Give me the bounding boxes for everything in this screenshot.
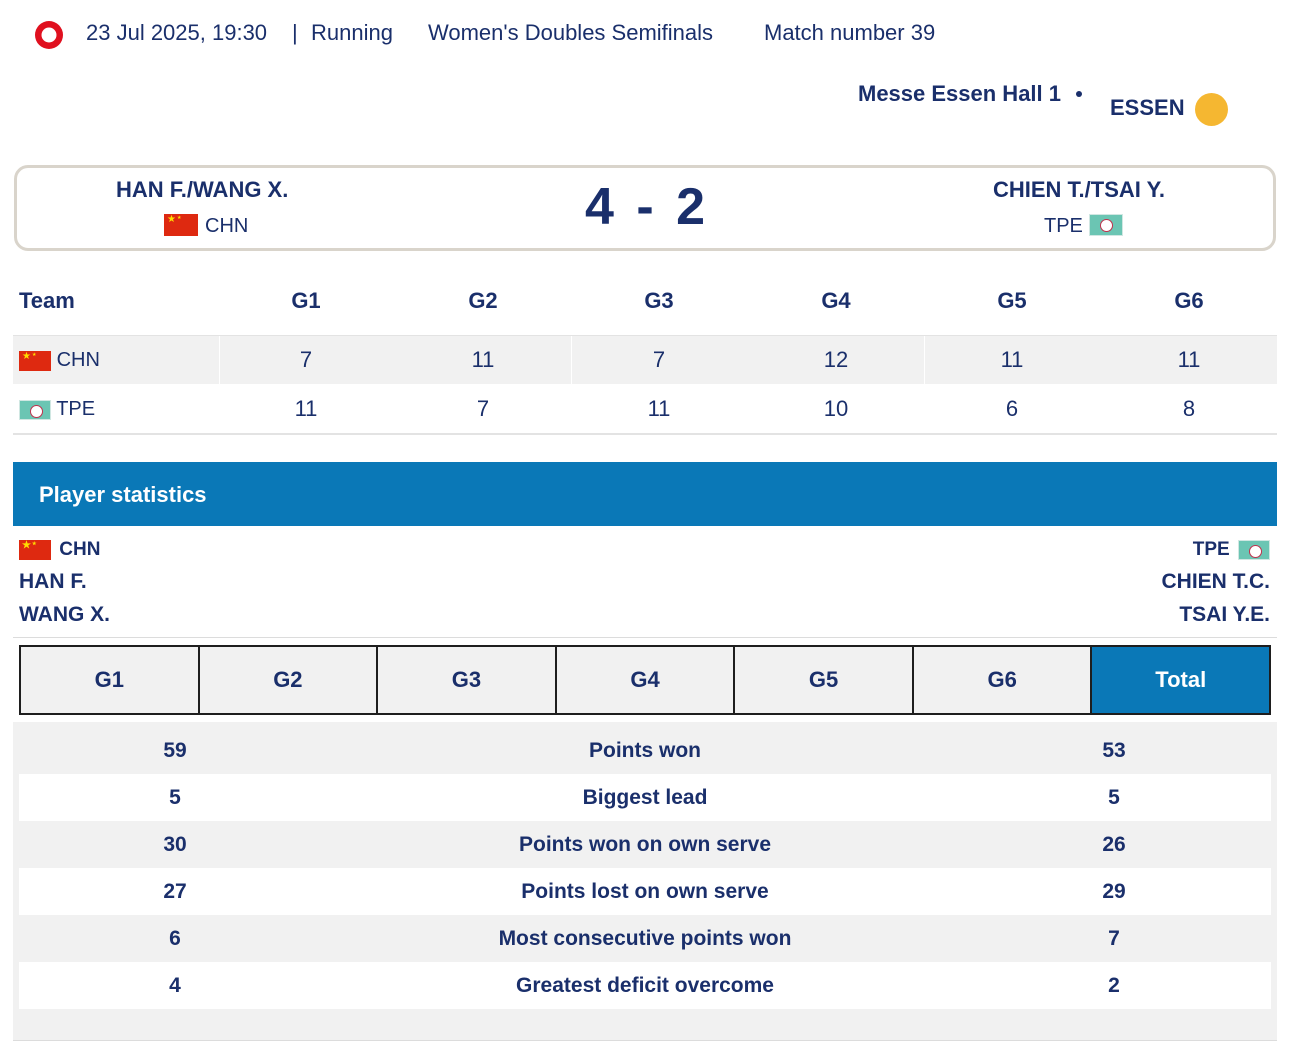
home-team-players[interactable]: HAN F./WANG X. <box>116 177 289 202</box>
stat-label: Most consecutive points won <box>498 927 792 950</box>
away-flag-icon <box>1089 214 1123 236</box>
home-player-1[interactable]: HAN F. <box>19 570 87 593</box>
section-title: Player statistics <box>39 482 207 507</box>
city-name: ESSEN <box>1110 95 1185 120</box>
stats-home-team: ★ ★ CHN <box>19 538 100 562</box>
tab-g1[interactable]: G1 <box>19 645 199 715</box>
table-row <box>19 868 1271 915</box>
tab-g2[interactable]: G2 <box>199 645 378 715</box>
score-cell: 7 <box>652 347 666 372</box>
tab-g3[interactable]: G3 <box>377 645 556 715</box>
divider <box>13 637 1277 638</box>
separator: | <box>292 20 298 45</box>
game-tabs <box>19 645 1271 715</box>
stat-label: Biggest lead <box>582 786 708 809</box>
stat-label: Points lost on own serve <box>521 880 769 903</box>
score-cell: 11 <box>1177 347 1201 372</box>
home-flag-icon <box>164 214 198 236</box>
venue-name: Messe Essen Hall 1 <box>858 81 1062 106</box>
score-cell: 11 <box>1000 347 1024 372</box>
away-stat: 5 <box>1108 786 1120 809</box>
away-stat: 26 <box>1102 833 1126 856</box>
column-g5: G5 <box>997 288 1027 313</box>
stat-label: Greatest deficit overcome <box>516 974 774 997</box>
column-g6: G6 <box>1174 288 1204 313</box>
tab-g6[interactable]: G6 <box>913 645 1092 715</box>
tpe-flag-icon <box>1238 540 1270 560</box>
home-stat: 6 <box>169 927 181 950</box>
home-country: CHN <box>205 215 249 237</box>
table-row <box>19 915 1271 962</box>
score-cell: 12 <box>823 347 849 372</box>
away-country: TPE <box>1044 215 1083 237</box>
table-row <box>19 774 1271 821</box>
event-name: Women's Doubles Semifinals <box>428 20 714 45</box>
live-indicator-icon <box>33 19 65 51</box>
player-statistics-header <box>13 462 1277 526</box>
away-stat: 53 <box>1102 739 1126 762</box>
column-g1: G1 <box>291 288 321 313</box>
match-info-bar <box>0 0 1290 70</box>
column-g4: G4 <box>821 288 851 313</box>
home-stat: 59 <box>163 739 187 762</box>
row-team-chn: ★ ★ CHN <box>19 346 100 374</box>
stats-table <box>13 722 1277 1041</box>
chn-flag-icon <box>19 351 51 371</box>
home-stat: 27 <box>163 880 187 903</box>
table-row <box>19 962 1271 1009</box>
tab-total[interactable]: Total <box>1091 645 1271 715</box>
table-row <box>13 385 1277 435</box>
home-stat: 30 <box>163 833 187 856</box>
table-row <box>19 727 1271 774</box>
table-row <box>13 336 1277 384</box>
score-cell: 8 <box>1182 396 1196 421</box>
score-cell: 6 <box>1005 396 1019 421</box>
away-score: 2 <box>676 178 706 236</box>
score-cell: 11 <box>471 347 495 372</box>
away-stat: 7 <box>1108 927 1120 950</box>
row-team-tpe: TPE <box>19 395 95 423</box>
away-player-2[interactable]: TSAI Y.E. <box>1179 603 1270 626</box>
column-g3: G3 <box>644 288 674 313</box>
column-team: Team <box>19 288 75 313</box>
away-stat: 2 <box>1108 974 1120 997</box>
match-datetime: 23 Jul 2025, 19:30 <box>86 20 268 45</box>
score-cell: 11 <box>647 396 671 421</box>
stat-label: Points won on own serve <box>518 833 772 856</box>
score-cell: 7 <box>476 396 490 421</box>
away-player-1[interactable]: CHIEN T.C. <box>1161 570 1270 593</box>
table-row <box>19 821 1271 868</box>
match-status: Running <box>311 20 393 45</box>
score-cell: 7 <box>299 347 313 372</box>
score-cell: 10 <box>823 396 849 421</box>
chn-flag-icon <box>19 540 51 560</box>
tab-g5[interactable]: G5 <box>734 645 913 715</box>
away-team-players[interactable]: CHIEN T./TSAI Y. <box>993 177 1165 202</box>
tab-g4[interactable]: G4 <box>556 645 735 715</box>
home-score: 4 <box>584 178 614 236</box>
tpe-flag-icon <box>19 400 51 420</box>
match-number: Match number 39 <box>764 20 936 45</box>
home-player-2[interactable]: WANG X. <box>19 603 111 626</box>
home-stat: 4 <box>169 974 181 997</box>
venue-separator-dot <box>1076 91 1082 97</box>
score-separator: - <box>636 178 654 236</box>
city-marker-icon <box>1195 93 1228 126</box>
score-cell: 11 <box>294 396 318 421</box>
match-score <box>572 176 718 238</box>
column-g2: G2 <box>468 288 498 313</box>
games-table-header <box>13 267 1277 337</box>
stat-label: Points won <box>589 739 701 762</box>
home-stat: 5 <box>169 786 181 809</box>
away-stat: 29 <box>1102 880 1126 903</box>
stats-away-team: TPE <box>1193 538 1270 562</box>
